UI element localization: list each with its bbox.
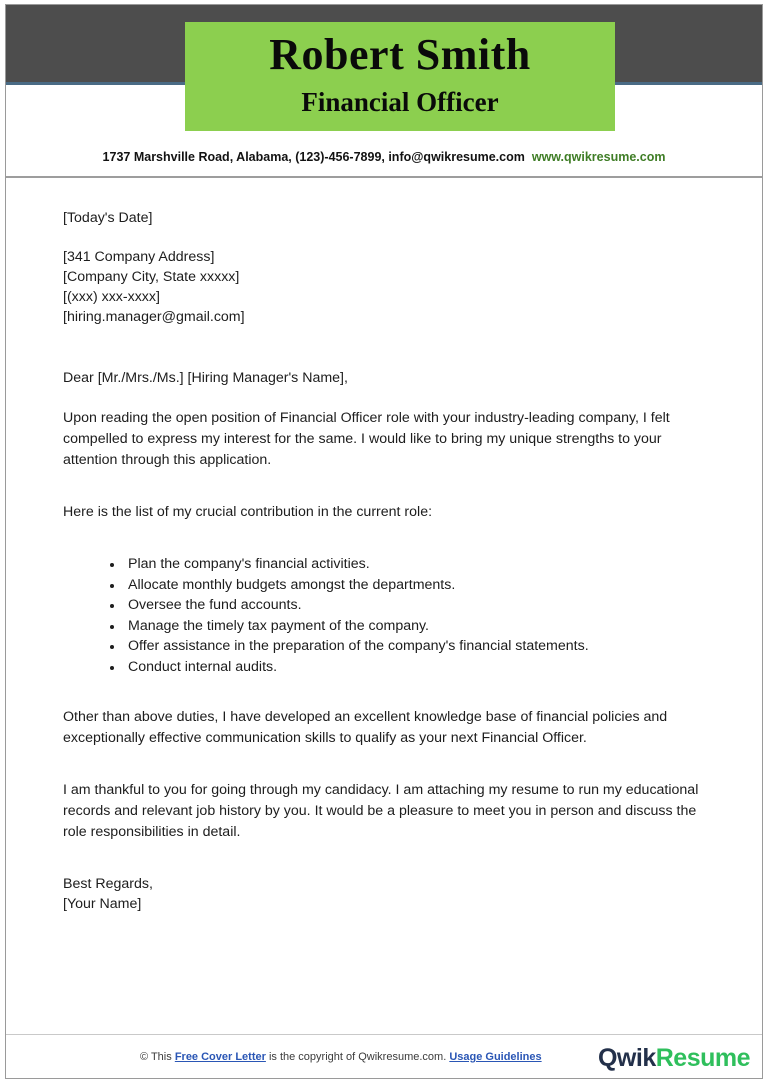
copyright-middle: is the copyright of Qwikresume.com. xyxy=(265,1051,450,1063)
date-placeholder: [Today's Date] xyxy=(63,210,153,226)
contact-line xyxy=(6,150,762,164)
website-link[interactable]: www.qwikresume.com xyxy=(531,150,666,164)
job-title: Financial Officer xyxy=(301,87,499,117)
usage-guidelines-link[interactable]: Usage Guidelines xyxy=(449,1051,542,1063)
logo-text-resume: Resume xyxy=(655,1044,750,1072)
list-item: Oversee the fund accounts. xyxy=(110,595,703,616)
opening-paragraph-block xyxy=(63,408,703,471)
duties-list xyxy=(63,554,703,677)
salutation-block xyxy=(63,368,703,389)
closing-paragraph-2-block xyxy=(63,780,703,843)
spacer xyxy=(63,862,703,874)
list-item: Plan the company's financial activities. xyxy=(110,554,703,575)
header-divider xyxy=(6,176,762,178)
list-item: Offer assistance in the preparation of the company's financial statements. xyxy=(110,636,703,657)
recipient-city-state-zip: [Company City, State xxxxx] xyxy=(63,269,240,285)
logo-text-qwik: Qwik xyxy=(597,1044,656,1072)
spacer xyxy=(63,490,703,502)
list-item: Manage the timely tax payment of the company. xyxy=(110,616,703,637)
closing-paragraph-1-block xyxy=(63,707,703,749)
date-block xyxy=(63,208,703,228)
list-item: Conduct internal audits. xyxy=(110,657,703,678)
spacer xyxy=(63,768,703,780)
free-cover-letter-link[interactable]: Free Cover Letter xyxy=(174,1051,266,1063)
letter-body xyxy=(63,208,703,914)
spacer xyxy=(63,542,703,554)
footer-divider xyxy=(6,1034,762,1035)
signoff: Best Regards, xyxy=(63,876,153,892)
recipient-phone: [(xxx) xxx-xxxx] xyxy=(63,289,160,305)
closing-paragraph-1: Other than above duties, I have developed an excellent knowledge base of financial policies and exceptionally effective communication skills to qualify as your next Financial Officer. xyxy=(63,709,668,746)
page-title: Robert Smith xyxy=(269,30,531,79)
closing-paragraph-2: I am thankful to you for going through my candidacy. I am attaching my resume to run my educational records and relevant job history by you. It would be a pleasure to meet you in person and discuss the role responsibilities in detail. xyxy=(63,782,699,840)
list-item: Allocate monthly budgets amongst the departments. xyxy=(110,575,703,596)
qwikresume-logo[interactable] xyxy=(598,1044,750,1073)
recipient-email: [hiring.manager@gmail.com] xyxy=(63,309,245,325)
recipient-address-block xyxy=(63,247,703,327)
spacer xyxy=(63,346,703,368)
copyright-prefix: © This xyxy=(140,1051,175,1063)
opening-paragraph: Upon reading the open position of Financial Officer role with your industry-leading company, I felt compelled to express my interest for the same. I would like to bring my unique strengths to your attention through this application. xyxy=(63,410,670,468)
list-intro: Here is the list of my crucial contribution in the current role: xyxy=(63,504,433,520)
spacer xyxy=(63,677,703,707)
list-intro-block xyxy=(63,502,703,523)
signature-placeholder: [Your Name] xyxy=(63,896,142,912)
footer-copyright xyxy=(140,1051,542,1063)
salutation: Dear [Mr./Mrs./Ms.] [Hiring Manager's Name], xyxy=(63,370,348,386)
signoff-block xyxy=(63,874,703,914)
name-title-box xyxy=(185,22,615,131)
recipient-address-line: [341 Company Address] xyxy=(63,249,215,265)
contact-details: 1737 Marshville Road, Alabama, (123)-456-7899, info@qwikresume.com xyxy=(102,150,525,164)
